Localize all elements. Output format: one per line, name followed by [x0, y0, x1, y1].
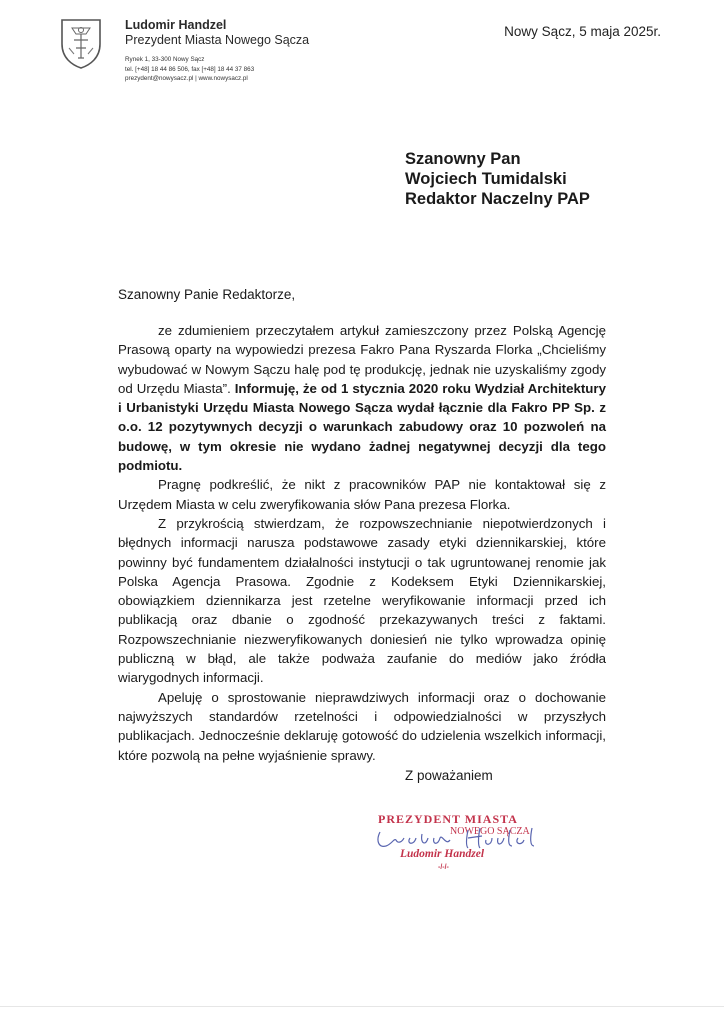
- sender-name: Ludomir Handzel: [125, 18, 227, 32]
- stamp-title: PREZYDENT MIASTA: [378, 812, 518, 826]
- sender-phone: tel. [+48] 18 44 86 506, fax [+48] 18 44 37 863: [125, 65, 255, 73]
- sender-title: Prezydent Miasta Nowego Sącza: [125, 33, 310, 47]
- letter-body: [118, 321, 606, 765]
- coat-of-arms-icon: [60, 18, 102, 70]
- signature-stamp: [372, 812, 552, 882]
- letterhead: [125, 18, 309, 84]
- stamp-mark: -/-/-: [438, 864, 449, 871]
- sender-contact: prezydent@nowysacz.pl | www.nowysacz.pl: [125, 75, 248, 82]
- recipient-line-1: Szanowny Pan: [405, 150, 521, 168]
- stamp-name: Ludomir Handzel: [400, 848, 485, 860]
- sender-address: Rynek 1, 33-300 Nowy Sącz: [125, 56, 205, 63]
- stamp-subtitle: NOWEGO SĄCZA: [450, 826, 530, 837]
- place-date: Nowy Sącz, 5 maja 2025r.: [504, 24, 661, 39]
- recipient-line-3: Redaktor Naczelny PAP: [405, 190, 590, 208]
- closing: Z poważaniem: [405, 768, 493, 783]
- paragraph-1: [118, 321, 606, 475]
- paragraph-2: Pragnę podkreślić, że nikt z pracowników PAP nie kontaktował się z Urzędem Miasta w celu zweryfikowania słów Pana prezesa Florka.: [118, 477, 606, 512]
- recipient-line-2: Wojciech Tumidalski: [405, 170, 567, 188]
- paragraph-4: Apeluję o sprostowanie nieprawdziwych informacji oraz o dochowanie najwyższych standardów rzetelności i odpowiedzialności w przyszłych publikacjach. Jednocześnie deklaruję gotowość do udzielenia wszelkich informacji, które pozwolą na pełne wyjaśnienie sprawy.: [118, 689, 606, 763]
- paragraph-1-text: ze zdumieniem przeczytałem artykuł zamieszczony przez Polską Agencję Prasową oparty na wypowiedzi prezesa Fakro Pana Ryszarda Florka „Chcieliśmy wybudować w Nowym Sączu halę pod tę produkcję, jednak nie uzyskaliśmy zgody od Urzędu Miasta”.: [118, 323, 606, 396]
- recipient-block: [405, 149, 590, 209]
- paragraph-1-bold: Informuję, że od 1 stycznia 2020 roku Wydział Architektury i Urbanistyki Urzędu Miasta Nowego Sącza wydał łącznie dla Fakro PP Sp. z o.o. 12 pozytywnych decyzji o warunkach zabudowy oraz 10 pozwoleń na budowę, w tym okresie nie wydano żadnej negatywnej decyzji dla tego podmiotu.: [118, 380, 606, 474]
- salutation: Szanowny Panie Redaktorze,: [118, 287, 296, 302]
- paragraph-3: Z przykrością stwierdzam, że rozpowszechnianie niepotwierdzonych i błędnych informacji narusza podstawowe zasady etyki dziennikarskiej, które powinny być fundamentem działalności instytucji o tak ugruntowanej renomie jak Polska Agencja Prasowa. Zgodnie z Kodeksem Etyki Dziennikarskiej, obowiązkiem dziennikarza jest rzetelne weryfikowanie informacji przed ich publikacją oraz dbanie o zgodność przekazywanych treści z faktami. Rozpowszechnianie niezweryfikowanych doniesień nie tylko wprowadza opinię publiczną w błąd, ale także podważa zaufanie do mediów jako źródła wiarygodnych informacji.: [118, 515, 606, 686]
- bottom-scan-edge: [0, 1006, 724, 1007]
